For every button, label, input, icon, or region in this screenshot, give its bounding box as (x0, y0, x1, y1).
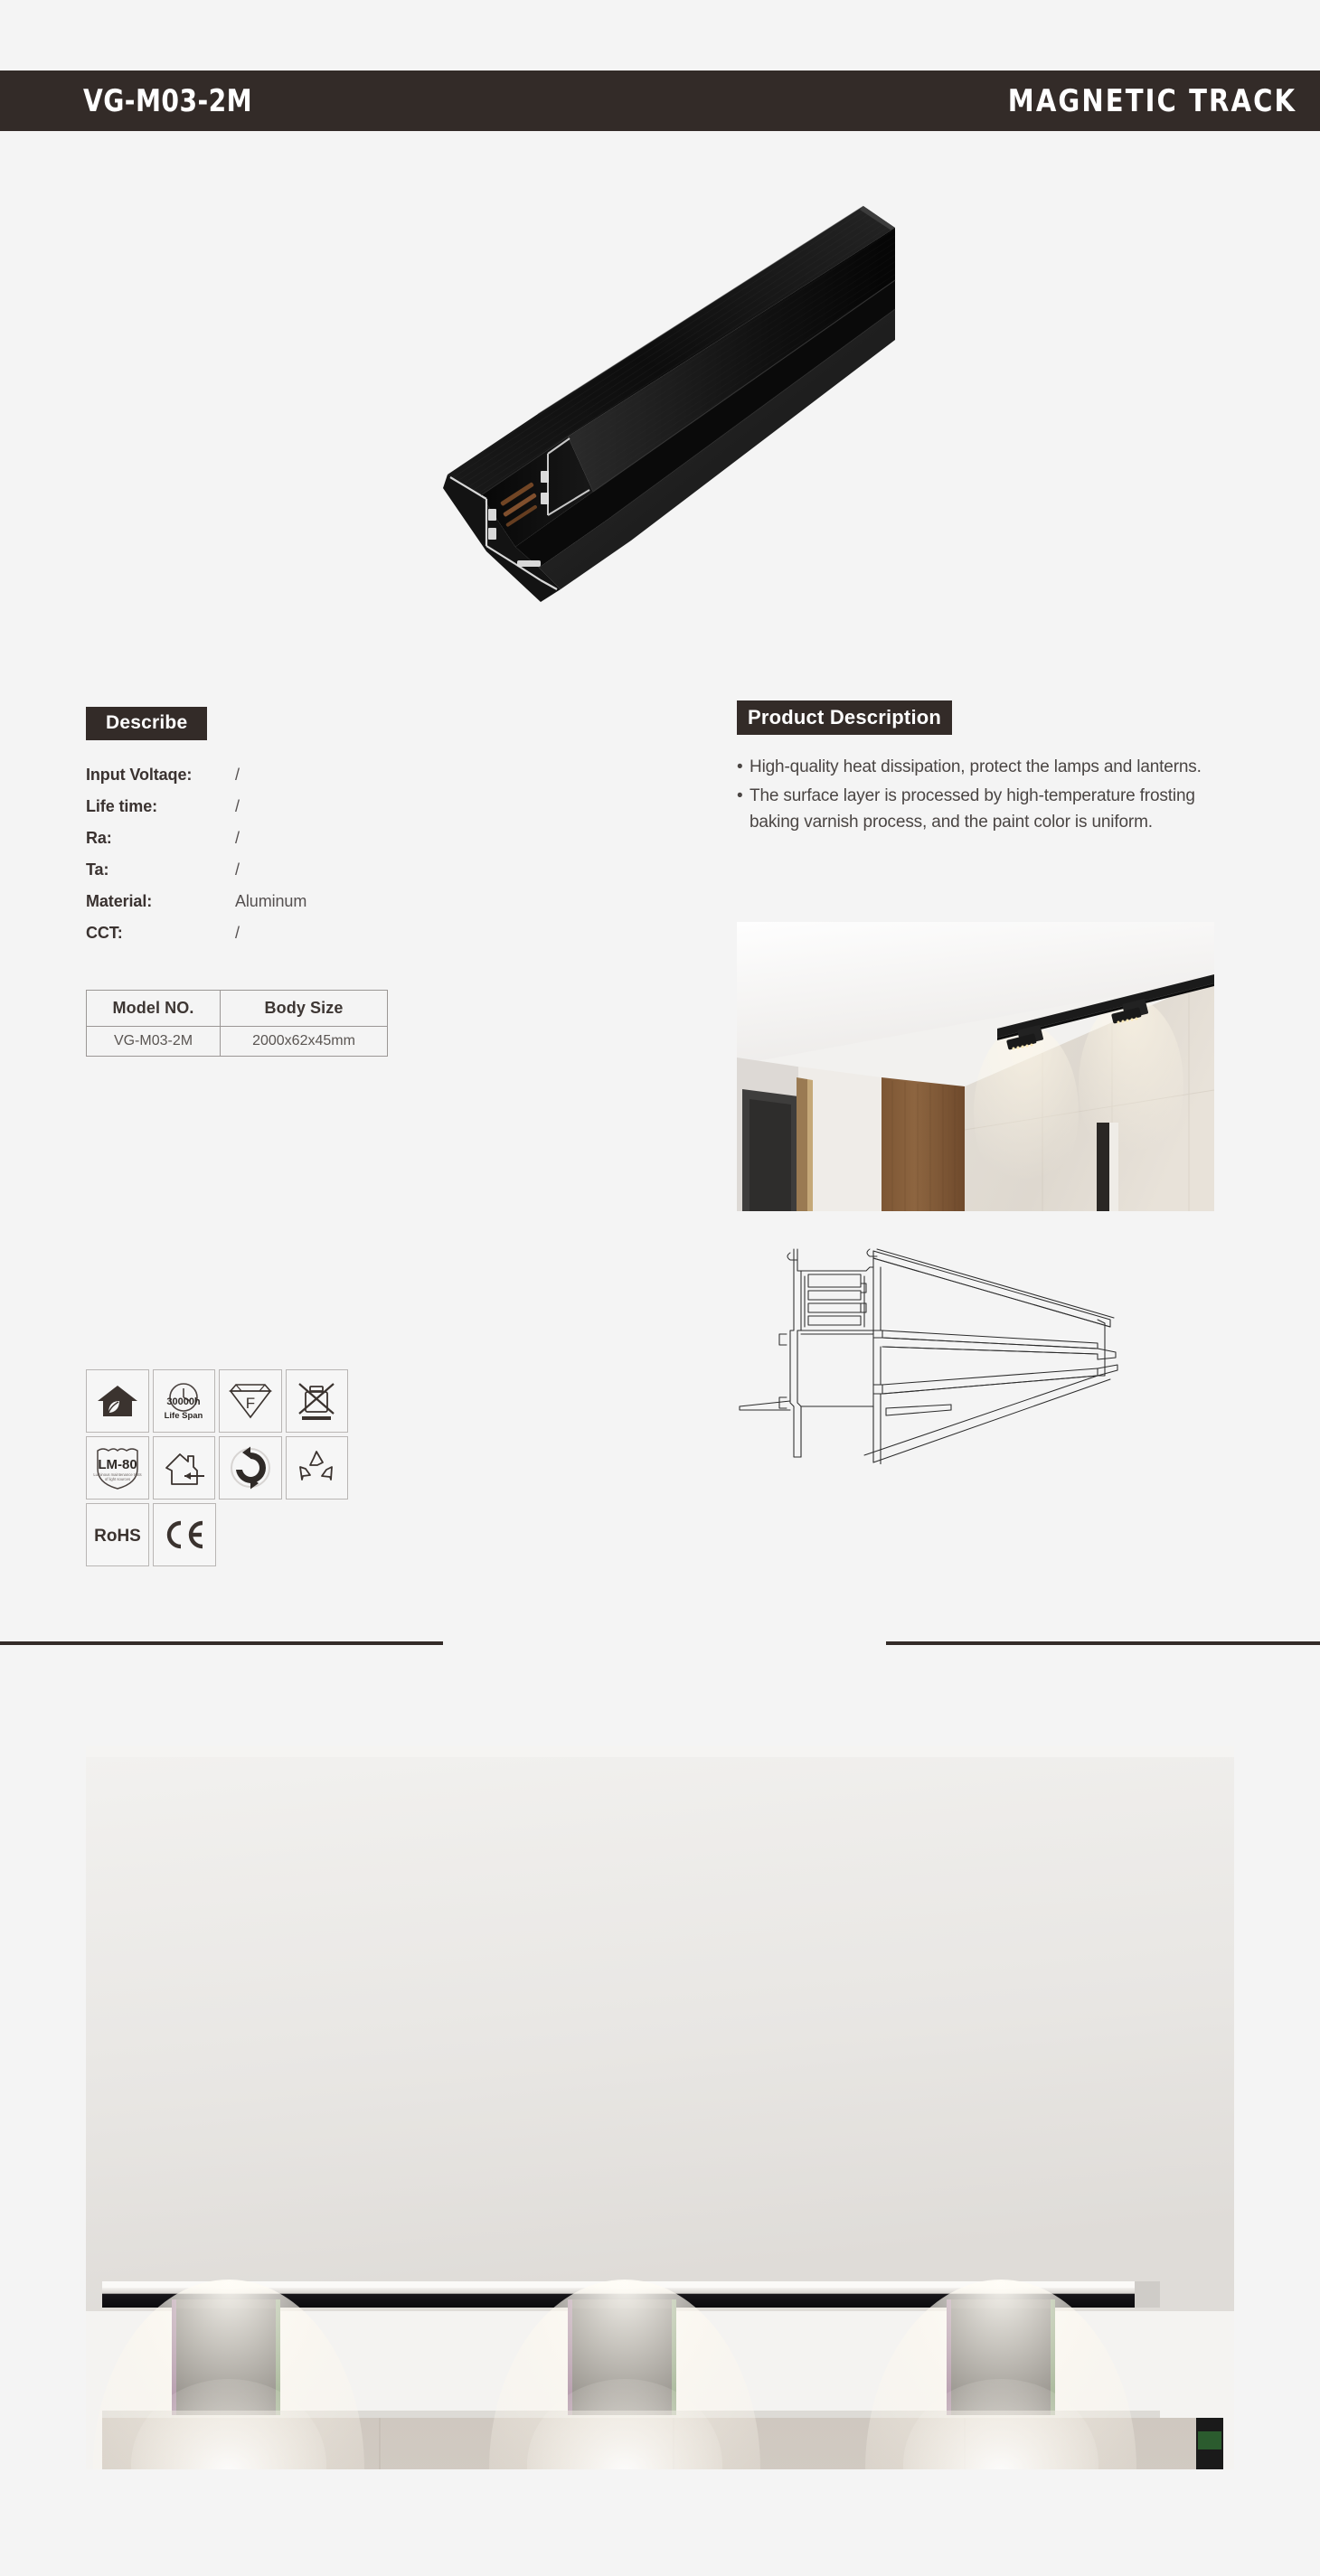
list-item-text: The surface layer is processed by high-temperature frosting baking varnish process, and the paint color is uniform. (750, 786, 1195, 832)
svg-text:of light sources: of light sources (104, 1477, 130, 1481)
cert-row-3 (86, 1503, 348, 1566)
table-header-model: Model NO. (87, 991, 221, 1027)
page-title-category: MAGNETIC TRACK (1007, 82, 1296, 119)
bullet-icon: • (737, 757, 743, 777)
table-cell-body-size: 2000x62x45mm (221, 1027, 388, 1057)
spec-label: Material: (86, 892, 153, 911)
spec-list (86, 766, 475, 955)
svg-text:30000h: 30000h (166, 1396, 201, 1407)
spec-label: Ra: (86, 829, 112, 848)
spec-row (86, 892, 475, 924)
spec-label: Life time: (86, 797, 158, 816)
list-item (737, 784, 1225, 836)
svg-text:Luminous maintenance tests: Luminous maintenance tests (93, 1472, 142, 1477)
table-cell-model: VG-M03-2M (87, 1027, 221, 1057)
divider-left (0, 1641, 443, 1645)
spec-label: Ta: (86, 860, 109, 879)
rohs-icon (86, 1503, 149, 1566)
eco-house-icon (86, 1369, 149, 1433)
svg-text:LM-80: LM-80 (98, 1457, 137, 1472)
bullet-icon: • (737, 786, 743, 806)
product-profile-photo (380, 163, 940, 615)
list-item-text: High-quality heat dissipation, protect the lamps and lanterns. (750, 757, 1202, 777)
svg-text:Life Span: Life Span (164, 1411, 203, 1421)
spec-row (86, 924, 475, 955)
spec-value: / (235, 924, 240, 943)
list-item (737, 755, 1225, 781)
life-span-icon (153, 1369, 216, 1433)
describe-badge: Describe (86, 707, 207, 740)
describe-section (86, 707, 475, 1057)
page-title-model: VG-M03-2M (83, 82, 253, 119)
spec-value: / (235, 860, 240, 879)
spec-row (86, 860, 475, 892)
header-bar (0, 71, 1320, 131)
technical-line-drawing (714, 1247, 1157, 1464)
table-header-row (87, 991, 388, 1027)
lm80-shield-icon (86, 1436, 149, 1500)
model-size-table (86, 990, 388, 1057)
application-scene-photo (86, 1746, 1234, 2469)
indoor-use-icon (153, 1436, 216, 1500)
cert-row-1 (86, 1369, 348, 1433)
diamond-f-icon (219, 1369, 282, 1433)
cert-row-2 (86, 1436, 348, 1500)
product-description-badge: Product Description (737, 700, 952, 735)
spec-row (86, 766, 475, 797)
spec-value: / (235, 797, 240, 816)
table-row (87, 1027, 388, 1057)
spec-value: / (235, 829, 240, 848)
svg-text:RoHS: RoHS (94, 1527, 141, 1546)
product-description-section (737, 700, 1225, 839)
svg-text:F: F (245, 1395, 255, 1412)
interior-application-photo (737, 922, 1214, 1211)
spec-value: / (235, 766, 240, 785)
divider-right (886, 1641, 1320, 1645)
spec-value: Aluminum (235, 892, 307, 911)
spec-row (86, 829, 475, 860)
weee-bin-icon (286, 1369, 349, 1433)
spec-row (86, 797, 475, 829)
spec-label: Input Voltaqe: (86, 766, 193, 785)
table-header-body-size: Body Size (221, 991, 388, 1027)
product-description-list (737, 755, 1225, 836)
ce-mark-icon (153, 1503, 216, 1566)
certification-icon-grid (86, 1369, 348, 1570)
green-dot-icon (219, 1436, 282, 1500)
recycle-icon (286, 1436, 349, 1500)
spec-label: CCT: (86, 924, 123, 943)
